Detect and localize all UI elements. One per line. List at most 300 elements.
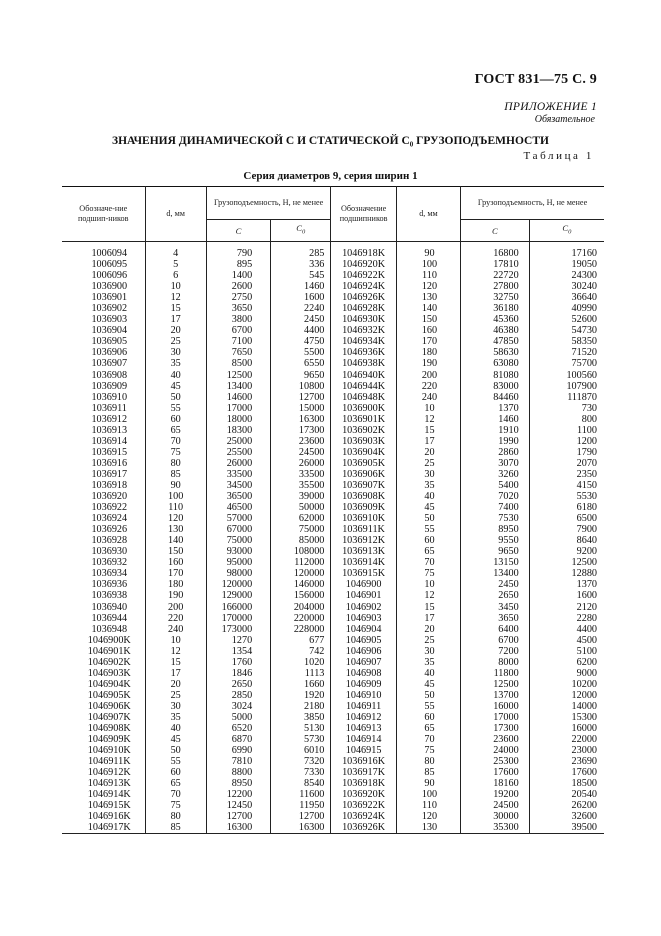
cell-c: 12450 [206, 800, 270, 811]
cell-c0-2: 10200 [529, 679, 604, 690]
cell-d-2: 140 [396, 303, 460, 314]
table-row [62, 259, 604, 270]
cell-d: 65 [145, 778, 206, 789]
cell-bearing: 1036903 [62, 314, 145, 325]
cell-bearing: 1036913 [62, 425, 145, 436]
cell-bearing-2: 1036912K [331, 535, 396, 546]
cell-d: 150 [145, 546, 206, 557]
cell-bearing-2: 1046907 [331, 657, 396, 668]
cell-bearing: 1036940 [62, 602, 145, 613]
column-header-c: C [206, 220, 270, 242]
cell-c0-2: 20540 [529, 789, 604, 800]
cell-bearing: 1036928 [62, 535, 145, 546]
cell-bearing: 1046909K [62, 734, 145, 745]
cell-d: 200 [145, 602, 206, 613]
cell-d: 220 [145, 613, 206, 624]
table-row [62, 469, 604, 480]
cell-bearing: 1036922 [62, 502, 145, 513]
cell-c: 95000 [206, 557, 270, 568]
table-row [62, 590, 604, 601]
cell-d: 25 [145, 690, 206, 701]
cell-d: 140 [145, 535, 206, 546]
cell-c0: 11950 [271, 800, 331, 811]
cell-c0-2: 730 [529, 403, 604, 414]
cell-c: 6990 [206, 745, 270, 756]
cell-c: 7100 [206, 336, 270, 347]
cell-bearing-2: 1046904 [331, 624, 396, 635]
cell-c0-2: 36640 [529, 292, 604, 303]
cell-c-2: 36180 [461, 303, 530, 314]
cell-bearing: 1036948 [62, 624, 145, 635]
cell-bearing: 1036944 [62, 613, 145, 624]
cell-bearing: 1036920 [62, 491, 145, 502]
cell-bearing: 1046906K [62, 701, 145, 712]
column-header-d-2: d, мм [396, 187, 460, 242]
cell-d: 40 [145, 370, 206, 381]
table-row [62, 745, 604, 756]
cell-bearing-2: 1046903 [331, 613, 396, 624]
table-row [62, 701, 604, 712]
cell-c0-2: 9000 [529, 668, 604, 679]
cell-c: 3024 [206, 701, 270, 712]
table-row [62, 679, 604, 690]
cell-c: 98000 [206, 568, 270, 579]
cell-c0-2: 24300 [529, 270, 604, 281]
cell-c0: 23600 [271, 436, 331, 447]
cell-c0-2: 14000 [529, 701, 604, 712]
cell-d-2: 150 [396, 314, 460, 325]
cell-c: 12500 [206, 370, 270, 381]
cell-c0-2: 26200 [529, 800, 604, 811]
cell-c0-2: 54730 [529, 325, 604, 336]
cell-c0-2: 2350 [529, 469, 604, 480]
cell-bearing: 1046915K [62, 800, 145, 811]
cell-d: 85 [145, 822, 206, 834]
cell-bearing: 1046911K [62, 756, 145, 767]
cell-bearing-2: 1046901 [331, 590, 396, 601]
cell-d-2: 170 [396, 336, 460, 347]
cell-c: 18000 [206, 414, 270, 425]
cell-d-2: 75 [396, 568, 460, 579]
cell-d: 30 [145, 701, 206, 712]
cell-c0-2: 4400 [529, 624, 604, 635]
cell-d-2: 130 [396, 822, 460, 834]
cell-d: 110 [145, 502, 206, 513]
cell-bearing-2: 1046913 [331, 723, 396, 734]
cell-bearing-2: 1046912 [331, 712, 396, 723]
cell-d-2: 240 [396, 392, 460, 403]
cell-d-2: 65 [396, 546, 460, 557]
cell-d: 80 [145, 811, 206, 822]
table-row [62, 624, 604, 635]
cell-d-2: 110 [396, 800, 460, 811]
cell-d: 12 [145, 292, 206, 303]
cell-c0-2: 58350 [529, 336, 604, 347]
cell-bearing: 1046901K [62, 646, 145, 657]
cell-c0-2: 7900 [529, 524, 604, 535]
cell-c0-2: 800 [529, 414, 604, 425]
cell-c: 7650 [206, 347, 270, 358]
cell-d-2: 120 [396, 281, 460, 292]
cell-c: 170000 [206, 613, 270, 624]
cell-bearing-2: 1036915K [331, 568, 396, 579]
cell-d-2: 55 [396, 524, 460, 535]
cell-c: 3800 [206, 314, 270, 325]
cell-c0-2: 9200 [529, 546, 604, 557]
cell-d: 55 [145, 403, 206, 414]
cell-c0-2: 1790 [529, 447, 604, 458]
cell-c-2: 58630 [461, 347, 530, 358]
cell-c: 12200 [206, 789, 270, 800]
cell-c0: 285 [271, 242, 331, 260]
cell-c-2: 5400 [461, 480, 530, 491]
cell-d: 80 [145, 458, 206, 469]
cell-c0-2: 5100 [529, 646, 604, 657]
cell-c: 34500 [206, 480, 270, 491]
cell-bearing: 1036911 [62, 403, 145, 414]
cell-c: 1270 [206, 635, 270, 646]
cell-bearing: 1036932 [62, 557, 145, 568]
cell-c-2: 2650 [461, 590, 530, 601]
cell-c0: 33500 [271, 469, 331, 480]
cell-c0: 7320 [271, 756, 331, 767]
table-row [62, 292, 604, 303]
cell-d-2: 50 [396, 690, 460, 701]
cell-c0: 5730 [271, 734, 331, 745]
cell-bearing: 1046914K [62, 789, 145, 800]
cell-d: 20 [145, 325, 206, 336]
cell-c-2: 2860 [461, 447, 530, 458]
cell-bearing-2: 1036902K [331, 425, 396, 436]
cell-d: 55 [145, 756, 206, 767]
cell-c-2: 32750 [461, 292, 530, 303]
cell-bearing: 1036938 [62, 590, 145, 601]
cell-d: 10 [145, 635, 206, 646]
cell-bearing: 1036916 [62, 458, 145, 469]
column-header-c0: $C_0$ [271, 220, 331, 242]
cell-c: 6870 [206, 734, 270, 745]
cell-bearing: 1036912 [62, 414, 145, 425]
cell-c-2: 81080 [461, 370, 530, 381]
table-row [62, 414, 604, 425]
cell-bearing-2: 1046924K [331, 281, 396, 292]
cell-c0: 50000 [271, 502, 331, 513]
cell-c-2: 1910 [461, 425, 530, 436]
table-row [62, 513, 604, 524]
cell-bearing: 1036924 [62, 513, 145, 524]
cell-bearing-2: 1046922K [331, 270, 396, 281]
cell-c0: 108000 [271, 546, 331, 557]
cell-bearing-2: 1036910K [331, 513, 396, 524]
column-header-c-2: C [461, 220, 530, 242]
cell-d: 65 [145, 425, 206, 436]
cell-bearing-2: 1046928K [331, 303, 396, 314]
cell-c0: 5500 [271, 347, 331, 358]
table-row [62, 392, 604, 403]
cell-c-2: 1460 [461, 414, 530, 425]
cell-c0-2: 107900 [529, 381, 604, 392]
cell-d: 45 [145, 734, 206, 745]
cell-d-2: 40 [396, 491, 460, 502]
table-row [62, 568, 604, 579]
cell-d: 40 [145, 723, 206, 734]
cell-c0: 85000 [271, 535, 331, 546]
table-row [62, 524, 604, 535]
cell-bearing-2: 1036924K [331, 811, 396, 822]
cell-c0: 146000 [271, 579, 331, 590]
cell-bearing: 1036930 [62, 546, 145, 557]
cell-bearing: 1036915 [62, 447, 145, 458]
cell-bearing-2: 1046906 [331, 646, 396, 657]
cell-bearing: 1046900K [62, 635, 145, 646]
cell-d-2: 12 [396, 414, 460, 425]
cell-c-2: 22720 [461, 270, 530, 281]
cell-c0-2: 17600 [529, 767, 604, 778]
cell-d: 100 [145, 491, 206, 502]
cell-c-2: 63080 [461, 358, 530, 369]
column-header-d: d, мм [145, 187, 206, 242]
cell-d: 6 [145, 270, 206, 281]
cell-d-2: 25 [396, 458, 460, 469]
cell-c: 3650 [206, 303, 270, 314]
cell-c-2: 3650 [461, 613, 530, 624]
cell-c: 1354 [206, 646, 270, 657]
cell-d: 75 [145, 800, 206, 811]
cell-c-2: 13400 [461, 568, 530, 579]
cell-bearing-2: 1036905K [331, 458, 396, 469]
cell-c0: 336 [271, 259, 331, 270]
cell-d: 50 [145, 745, 206, 756]
cell-c0: 228000 [271, 624, 331, 635]
cell-c0: 12700 [271, 392, 331, 403]
cell-c0-2: 75700 [529, 358, 604, 369]
cell-c0: 120000 [271, 568, 331, 579]
cell-c-2: 7400 [461, 502, 530, 513]
cell-c0-2: 5530 [529, 491, 604, 502]
table-row [62, 712, 604, 723]
table-row [62, 690, 604, 701]
cell-c: 173000 [206, 624, 270, 635]
cell-c0-2: 22000 [529, 734, 604, 745]
cell-c: 6520 [206, 723, 270, 734]
cell-d-2: 40 [396, 668, 460, 679]
cell-c: 1400 [206, 270, 270, 281]
cell-bearing-2: 1046930K [331, 314, 396, 325]
cell-d-2: 90 [396, 242, 460, 260]
cell-c-2: 23600 [461, 734, 530, 745]
cell-c: 8800 [206, 767, 270, 778]
cell-c: 1760 [206, 657, 270, 668]
table-row [62, 502, 604, 513]
cell-c0-2: 6180 [529, 502, 604, 513]
series-title: Серия диаметров 9, серия ширин 1 [243, 170, 418, 182]
cell-c-2: 27800 [461, 281, 530, 292]
table-row [62, 579, 604, 590]
cell-bearing: 1006095 [62, 259, 145, 270]
cell-c0-2: 4500 [529, 635, 604, 646]
cell-c0: 204000 [271, 602, 331, 613]
cell-d-2: 90 [396, 778, 460, 789]
cell-c0: 39000 [271, 491, 331, 502]
cell-c: 6700 [206, 325, 270, 336]
cell-c: 67000 [206, 524, 270, 535]
cell-c-2: 35300 [461, 822, 530, 834]
cell-c0-2: 2280 [529, 613, 604, 624]
cell-c0: 12700 [271, 811, 331, 822]
cell-bearing-2: 1046944K [331, 381, 396, 392]
cell-bearing-2: 1036904K [331, 447, 396, 458]
cell-c: 46500 [206, 502, 270, 513]
cell-c-2: 1370 [461, 403, 530, 414]
cell-c-2: 30000 [461, 811, 530, 822]
cell-c0-2: 12880 [529, 568, 604, 579]
column-header-c0-2: $C_0$ [529, 220, 604, 242]
cell-d-2: 10 [396, 403, 460, 414]
cell-c0: 6550 [271, 358, 331, 369]
cell-c0: 1600 [271, 292, 331, 303]
table-row [62, 347, 604, 358]
cell-c0: 75000 [271, 524, 331, 535]
cell-d-2: 180 [396, 347, 460, 358]
cell-bearing: 1046903K [62, 668, 145, 679]
cell-bearing-2: 1046926K [331, 292, 396, 303]
cell-bearing: 1036902 [62, 303, 145, 314]
cell-bearing: 1046912K [62, 767, 145, 778]
cell-c: 895 [206, 259, 270, 270]
cell-d-2: 80 [396, 756, 460, 767]
cell-bearing: 1036906 [62, 347, 145, 358]
cell-d-2: 220 [396, 381, 460, 392]
cell-c-2: 17600 [461, 767, 530, 778]
cell-c0: 2180 [271, 701, 331, 712]
column-header-bearing-2: Обозначение подшипников [331, 187, 396, 242]
cell-d-2: 85 [396, 767, 460, 778]
cell-c0: 24500 [271, 447, 331, 458]
cell-d-2: 15 [396, 602, 460, 613]
cell-bearing-2: 1046905 [331, 635, 396, 646]
cell-c-2: 12500 [461, 679, 530, 690]
cell-d-2: 20 [396, 624, 460, 635]
cell-d-2: 60 [396, 535, 460, 546]
cell-c-2: 45360 [461, 314, 530, 325]
table-row [62, 535, 604, 546]
cell-d: 60 [145, 414, 206, 425]
cell-c-2: 84460 [461, 392, 530, 403]
cell-c: 166000 [206, 602, 270, 613]
cell-d: 130 [145, 524, 206, 535]
cell-c: 16300 [206, 822, 270, 834]
cell-d: 35 [145, 712, 206, 723]
cell-d-2: 110 [396, 270, 460, 281]
cell-d-2: 100 [396, 789, 460, 800]
cell-bearing: 1046902K [62, 657, 145, 668]
cell-bearing: 1046913K [62, 778, 145, 789]
table-row [62, 646, 604, 657]
cell-c-2: 3450 [461, 602, 530, 613]
cell-c-2: 19200 [461, 789, 530, 800]
cell-c-2: 24000 [461, 745, 530, 756]
cell-c-2: 18160 [461, 778, 530, 789]
cell-c: 2600 [206, 281, 270, 292]
cell-c0: 5130 [271, 723, 331, 734]
cell-d: 30 [145, 347, 206, 358]
cell-c0: 3850 [271, 712, 331, 723]
cell-bearing-2: 1046918K [331, 242, 396, 260]
cell-c0: 4750 [271, 336, 331, 347]
table-row [62, 756, 604, 767]
table-row [62, 789, 604, 800]
cell-c-2: 17000 [461, 712, 530, 723]
cell-c0: 1660 [271, 679, 331, 690]
cell-c0: 677 [271, 635, 331, 646]
cell-c: 120000 [206, 579, 270, 590]
cell-c0: 4400 [271, 325, 331, 336]
cell-c0-2: 52600 [529, 314, 604, 325]
cell-c: 12700 [206, 811, 270, 822]
cell-c-2: 3260 [461, 469, 530, 480]
cell-d: 70 [145, 436, 206, 447]
cell-c: 7810 [206, 756, 270, 767]
cell-c: 25000 [206, 436, 270, 447]
cell-bearing: 1036914 [62, 436, 145, 447]
cell-c: 790 [206, 242, 270, 260]
table-row [62, 336, 604, 347]
cell-c-2: 2450 [461, 579, 530, 590]
cell-d-2: 70 [396, 734, 460, 745]
cell-d: 17 [145, 314, 206, 325]
cell-d-2: 35 [396, 657, 460, 668]
cell-c: 75000 [206, 535, 270, 546]
cell-bearing-2: 1046940K [331, 370, 396, 381]
cell-d: 4 [145, 242, 206, 260]
cell-c-2: 3070 [461, 458, 530, 469]
cell-bearing-2: 1036900K [331, 403, 396, 414]
cell-bearing-2: 1036908K [331, 491, 396, 502]
cell-c0-2: 39500 [529, 822, 604, 834]
cell-bearing-2: 1036926K [331, 822, 396, 834]
cell-bearing-2: 1046932K [331, 325, 396, 336]
cell-c: 26000 [206, 458, 270, 469]
table-row [62, 242, 604, 260]
cell-c: 2750 [206, 292, 270, 303]
table-row [62, 557, 604, 568]
appendix-subtitle: Обязательное [534, 114, 595, 125]
cell-c0: 26000 [271, 458, 331, 469]
cell-c: 2850 [206, 690, 270, 701]
cell-d: 50 [145, 392, 206, 403]
cell-c0-2: 12000 [529, 690, 604, 701]
cell-c0-2: 12500 [529, 557, 604, 568]
cell-c0-2: 1600 [529, 590, 604, 601]
cell-d-2: 60 [396, 712, 460, 723]
cell-c0-2: 1370 [529, 579, 604, 590]
cell-bearing: 1036936 [62, 579, 145, 590]
cell-c: 93000 [206, 546, 270, 557]
cell-d: 10 [145, 281, 206, 292]
cell-d: 12 [145, 646, 206, 657]
cell-d: 25 [145, 336, 206, 347]
cell-bearing: 1036908 [62, 370, 145, 381]
cell-c: 8950 [206, 778, 270, 789]
table-row [62, 657, 604, 668]
cell-bearing: 1046916K [62, 811, 145, 822]
cell-c-2: 8950 [461, 524, 530, 535]
cell-c-2: 11800 [461, 668, 530, 679]
cell-bearing-2: 1046911 [331, 701, 396, 712]
table-row [62, 811, 604, 822]
appendix-title: ПРИЛОЖЕНИЕ 1 [504, 101, 597, 113]
table-row [62, 270, 604, 281]
